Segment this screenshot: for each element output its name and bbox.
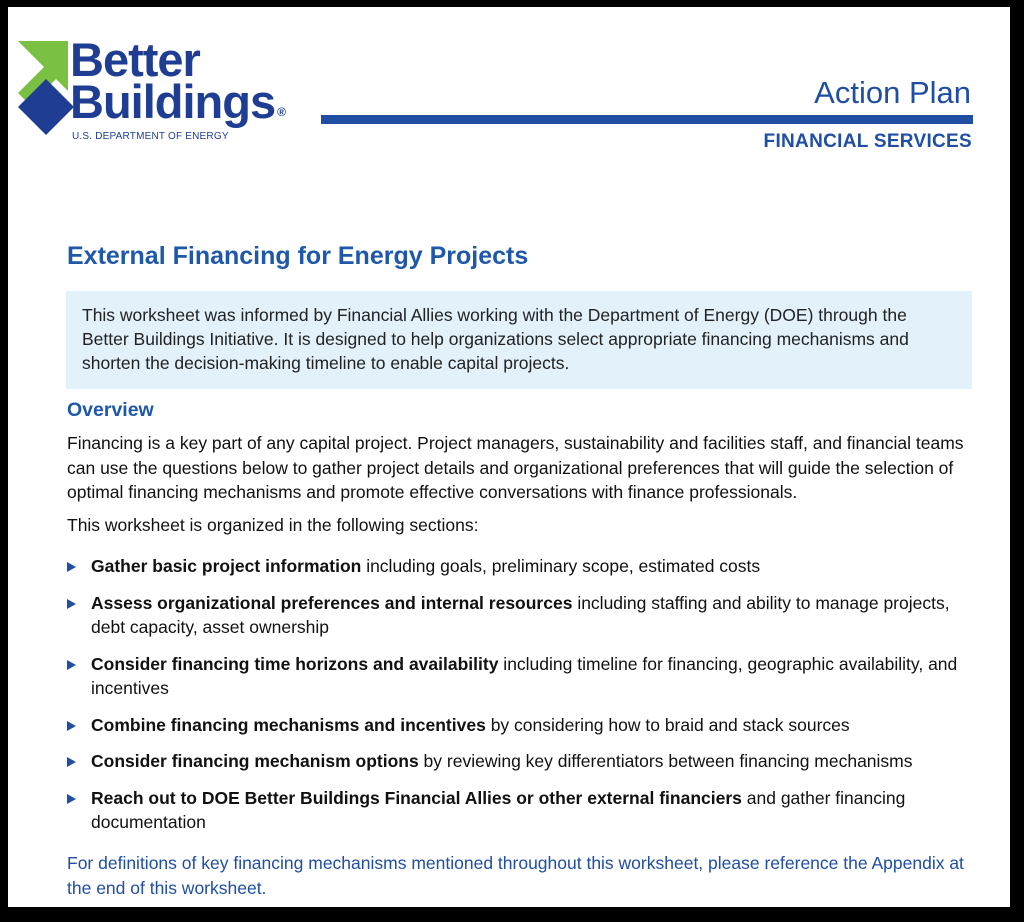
- list-item: [67, 591, 982, 640]
- action-plan-label: Action Plan: [814, 75, 971, 110]
- bullet-arrow-icon: [67, 757, 76, 767]
- intro-callout: [66, 291, 972, 389]
- overview-paragraph-1: Financing is a key part of any capital project. Project managers, sustainability and facilities staff, and financial teams can use the questions below to gather project details and organizational preferences that will guide the selection of optimal financing mechanisms and promote effective conversations with finance professionals.: [67, 433, 964, 502]
- logo-department: U.S. DEPARTMENT OF ENERGY: [72, 131, 229, 142]
- overview-heading: Overview: [67, 399, 154, 421]
- better-buildings-logo: [16, 33, 326, 151]
- bullet-arrow-icon: [67, 599, 76, 609]
- overview-paragraph-2: This worksheet is organized in the following sections:: [67, 515, 479, 535]
- logo-wordmark: [70, 33, 285, 128]
- bullet-arrow-icon: [67, 660, 76, 670]
- bullet-bold: Consider financing time horizons and availability: [91, 653, 499, 674]
- bullet-bold: Reach out to DOE Better Buildings Financial Allies or other external financiers: [91, 787, 742, 808]
- bullet-arrow-icon: [67, 794, 76, 804]
- list-item: [67, 554, 982, 579]
- bullet-bold: Assess organizational preferences and internal resources: [91, 592, 573, 613]
- bullet-text: by considering how to braid and stack sources: [485, 714, 850, 735]
- list-item: [67, 652, 982, 701]
- list-item: [67, 786, 982, 835]
- bullet-bold: Consider financing mechanism options: [91, 751, 419, 771]
- bullet-bold: Gather basic project information: [91, 556, 362, 576]
- logo-registered-mark: ®: [277, 105, 285, 119]
- bullet-text: including staffing and ability to manage projects, debt capacity, asset ownership: [91, 592, 950, 637]
- logo-line-2: Buildings: [70, 75, 276, 128]
- bullet-arrow-icon: [67, 562, 76, 572]
- page-title: External Financing for Energy Projects: [67, 242, 529, 270]
- logo-mark-icon: [16, 41, 76, 145]
- bullet-text: by reviewing key differentiators between financing mechanisms: [418, 751, 913, 771]
- bullet-bold: Combine financing mechanisms and incentives: [91, 714, 486, 735]
- bullet-arrow-icon: [67, 721, 76, 731]
- list-item: [67, 749, 982, 774]
- bullet-text: including goals, preliminary scope, estimated costs: [361, 556, 761, 576]
- list-item: [67, 713, 982, 738]
- logo-line-1: Better: [70, 33, 200, 86]
- bullet-text: including timeline for financing, geographic availability, and incentives: [91, 653, 958, 698]
- header-rule: [321, 115, 973, 124]
- sections-list: [67, 554, 982, 835]
- appendix-reference-note: For definitions of key financing mechanisms mentioned throughout this worksheet, please reference the Appendix at the end of this worksheet.: [67, 853, 964, 898]
- bullet-text: and gather financing documentation: [91, 787, 906, 832]
- document-page: [8, 7, 1010, 907]
- financial-services-label: FINANCIAL SERVICES: [763, 131, 972, 152]
- intro-text: This worksheet was informed by Financial Allies working with the Department of Energy (DOE) through the Better Buildings Initiative. It is designed to help organizations select appropriate financing mechanisms and shorten the decision-making timeline to enable capital projects.: [82, 305, 909, 373]
